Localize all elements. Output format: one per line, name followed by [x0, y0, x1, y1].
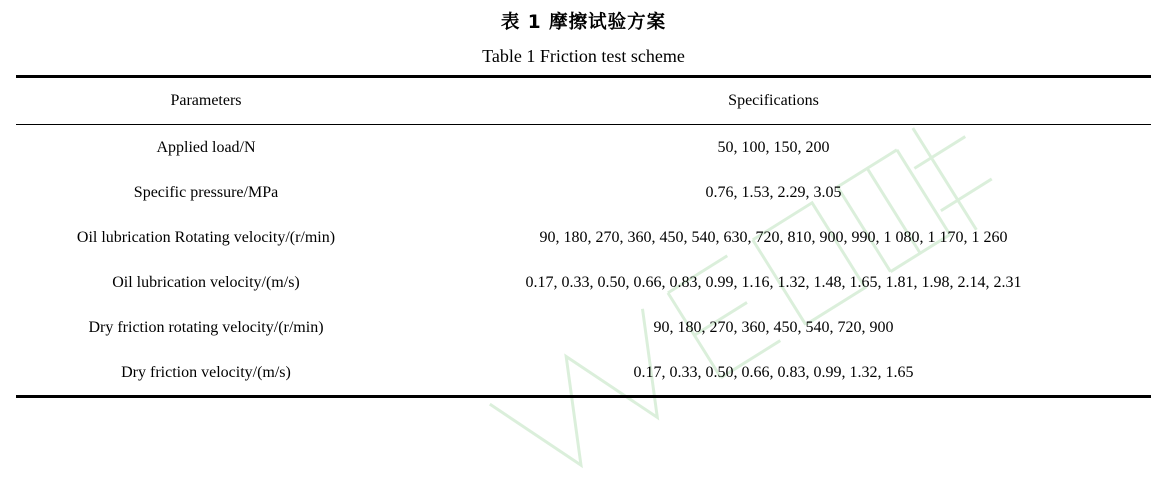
table-header	[16, 77, 1151, 125]
column-header-specifications: Specifications	[396, 77, 1151, 125]
table-caption-english: Table 1 Friction test scheme	[482, 46, 685, 66]
table-row	[16, 170, 1151, 215]
table-row	[16, 215, 1151, 260]
cell-specification: 0.17, 0.33, 0.50, 0.66, 0.83, 0.99, 1.16, 1.32, 1.48, 1.65, 1.81, 1.98, 2.14, 2.31	[525, 274, 1022, 291]
cell-parameter: Specific pressure/MPa	[133, 184, 279, 201]
table-caption-chinese: 表 1 摩擦试验方案	[500, 12, 667, 33]
cell-parameter: Oil lubrication Rotating velocity/(r/min)	[76, 229, 336, 246]
friction-test-scheme-table	[16, 75, 1151, 398]
cell-parameter: Dry friction velocity/(m/s)	[16, 350, 396, 397]
table-row	[16, 305, 1151, 350]
cell-specification: 90, 180, 270, 360, 450, 540, 720, 900	[653, 319, 894, 336]
cell-specification: 90, 180, 270, 360, 450, 540, 630, 720, 810, 900, 990, 1 080, 1 170, 1 260	[539, 229, 1008, 246]
cell-specification: 0.17, 0.33, 0.50, 0.66, 0.83, 0.99, 1.32, 1.65	[396, 350, 1151, 397]
column-header-parameters: Parameters	[16, 77, 396, 125]
cell-parameter: Applied load/N	[156, 139, 256, 156]
table-body	[16, 125, 1151, 397]
cell-specification: 0.76, 1.53, 2.29, 3.05	[705, 184, 842, 201]
table-header-row	[16, 77, 1151, 125]
table-row	[16, 260, 1151, 305]
table-row	[16, 125, 1151, 171]
table-row	[16, 350, 1151, 397]
cell-specification: 50, 100, 150, 200	[717, 139, 830, 156]
cell-parameter: Dry friction rotating velocity/(r/min)	[88, 319, 324, 336]
cell-parameter: Oil lubrication velocity/(m/s)	[112, 274, 300, 291]
